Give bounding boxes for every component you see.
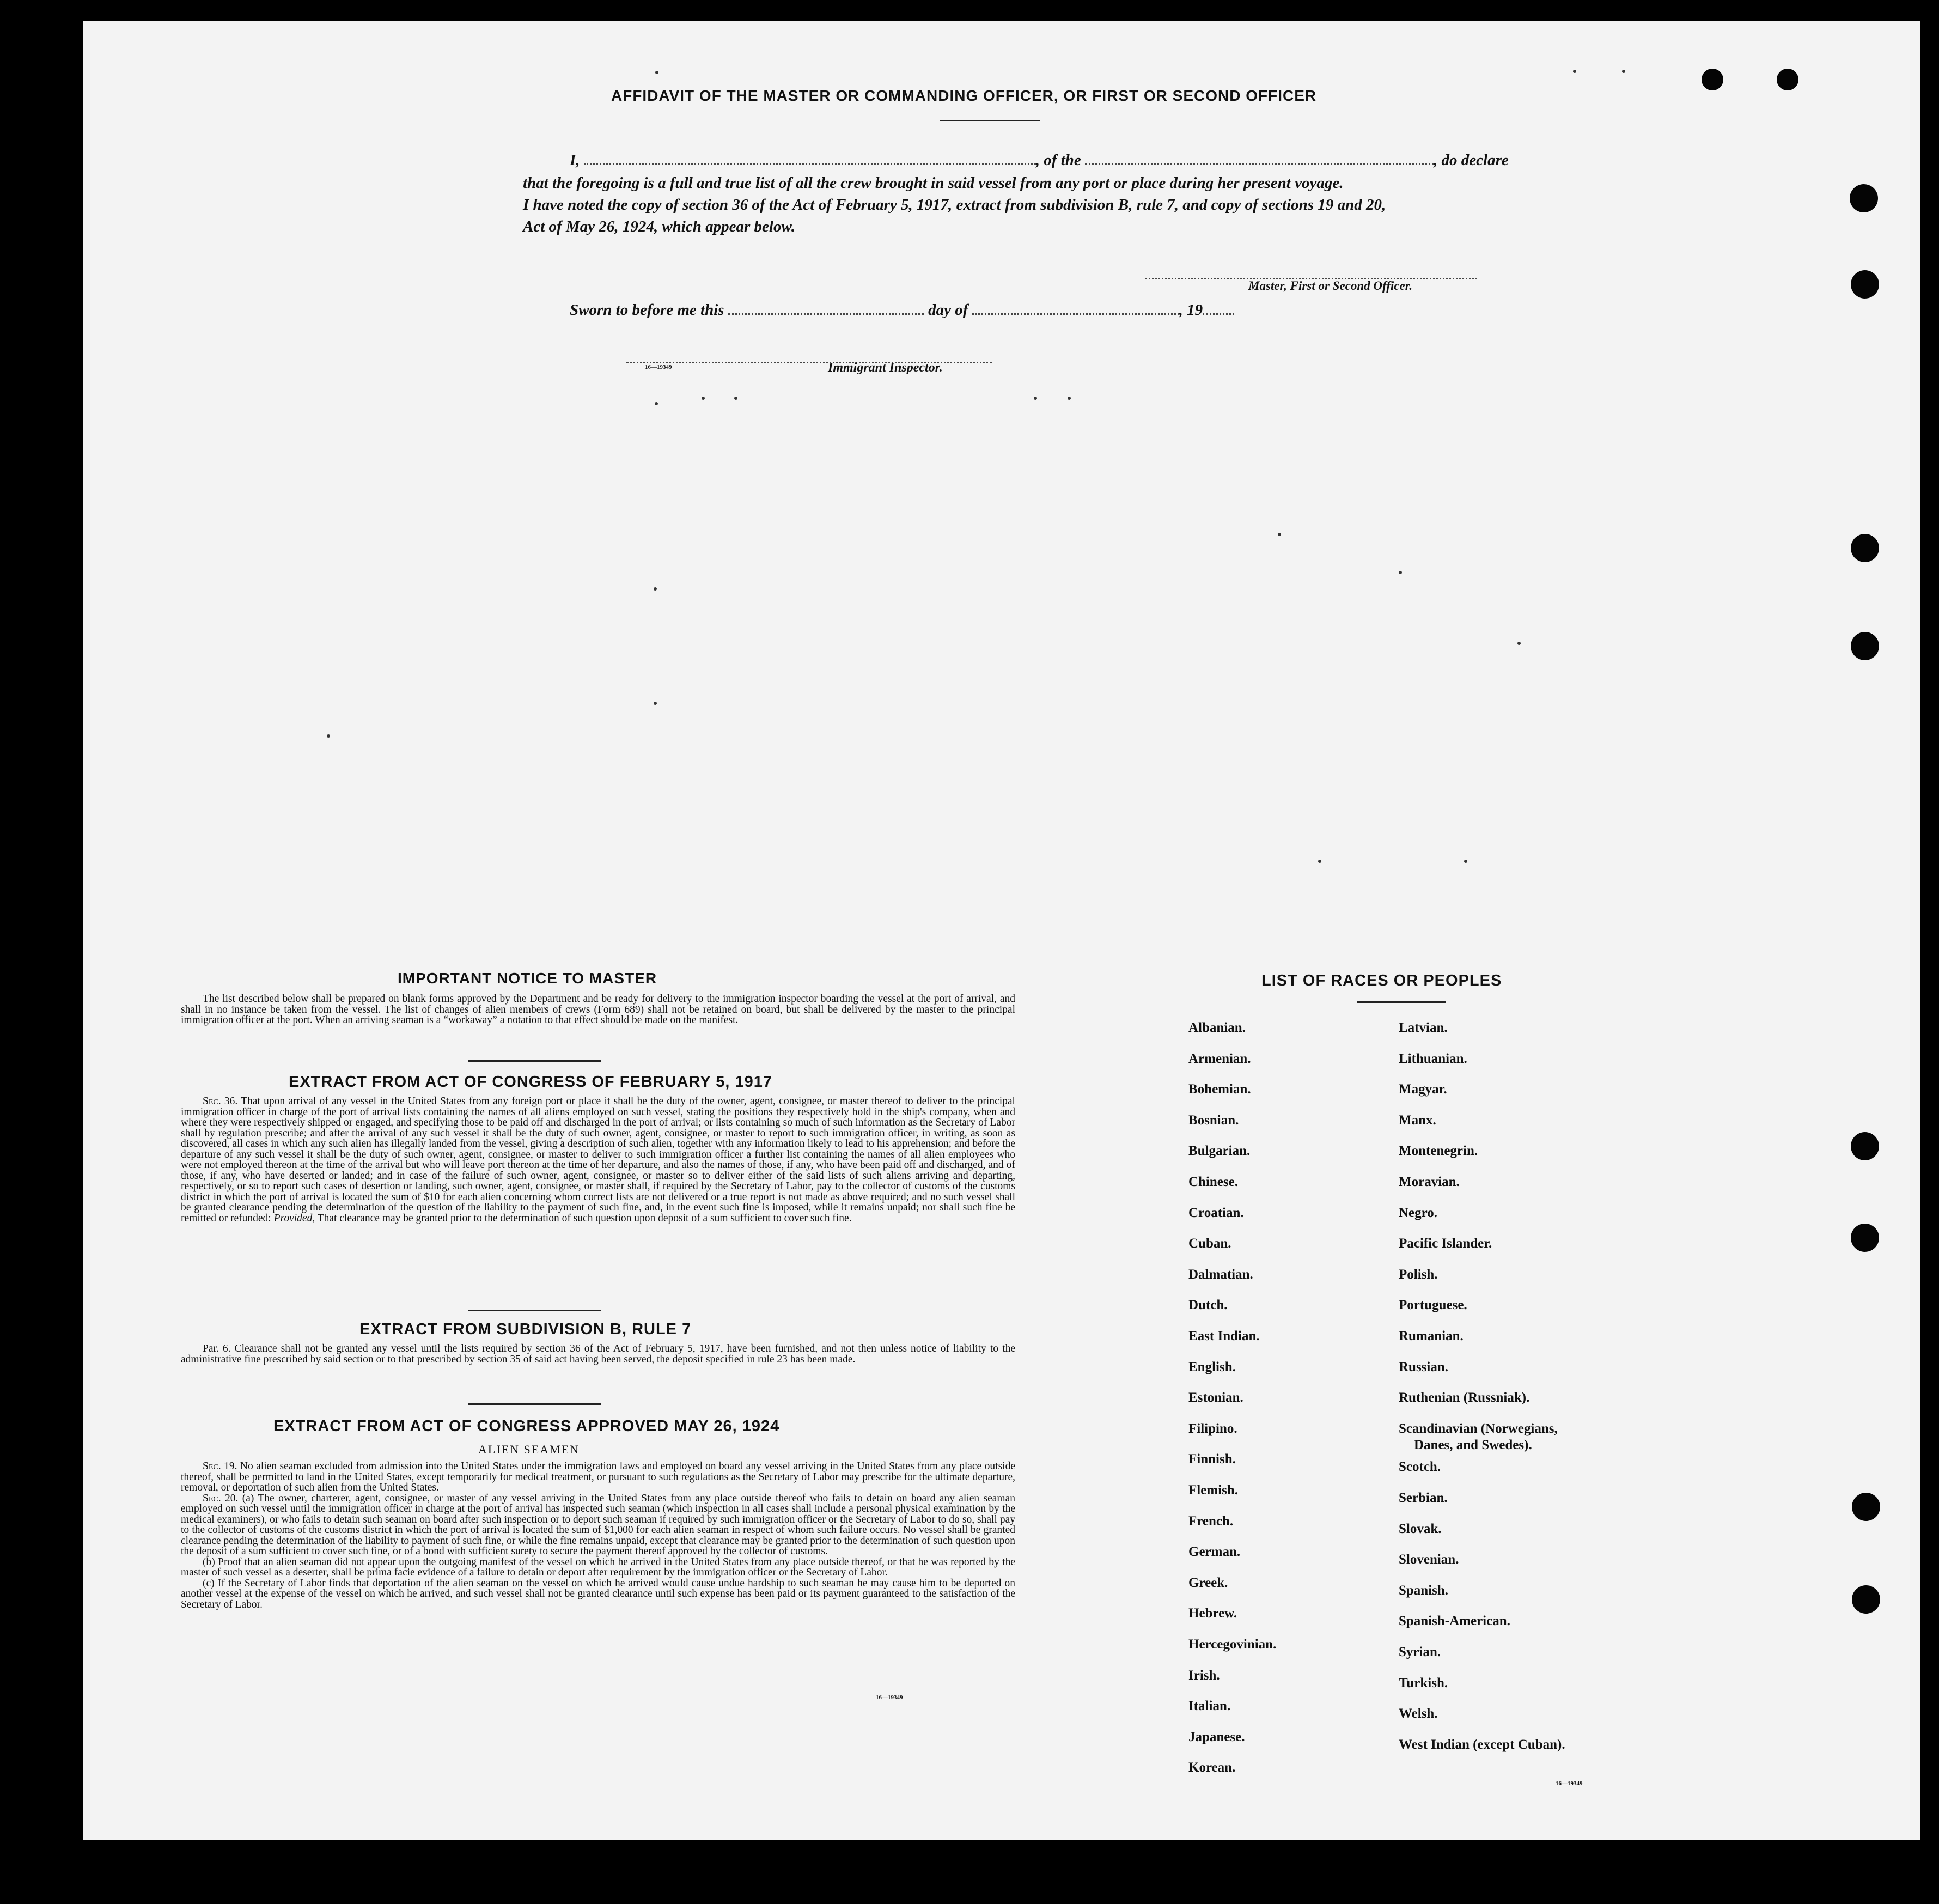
races-title: LIST OF RACES OR PEOPLES (1261, 972, 1502, 989)
scan-speck (734, 397, 737, 400)
race-item: Pacific Islander. (1399, 1236, 1492, 1251)
race-item: Greek. (1188, 1575, 1228, 1590)
race-item: Magyar. (1399, 1082, 1447, 1097)
race-item: Danes, and Swedes). (1414, 1438, 1532, 1452)
race-item: Slovenian. (1399, 1552, 1459, 1567)
race-item: Montenegrin. (1399, 1143, 1478, 1158)
day-of-label: day of (928, 301, 968, 319)
name-blank[interactable] (584, 151, 1036, 165)
form-number: 16—19349 (876, 1694, 903, 1701)
affidavit-line-4: Act of May 26, 1924, which appear below. (523, 218, 795, 235)
scan-speck (654, 702, 657, 705)
alien-seamen-subtitle: ALIEN SEAMEN (478, 1443, 580, 1456)
sec-19-text (181, 1461, 1015, 1493)
sec-20b-text: (b) Proof that an alien seaman did not appear upon the outgoing manifest of the vessel on which he arrived in the United States from any place outside thereof, or that he was reported by the master of such vessel as a deserter, shall be prima facie evidence of a failure to detain or deport after requirement by the immigration officer or the Secretary of Labor. (181, 1556, 1015, 1578)
provided-word: Provided, (273, 1212, 315, 1224)
scan-speck (327, 734, 330, 738)
affidavit-declare-label: , do declare (1434, 151, 1509, 169)
race-item: Polish. (1399, 1267, 1438, 1282)
binder-hole (1702, 69, 1723, 90)
sworn-year-blank[interactable] (1203, 301, 1234, 315)
binder-hole (1851, 1132, 1879, 1160)
binder-hole (1852, 1585, 1880, 1614)
divider (468, 1403, 601, 1405)
master-signature-label: Master, First or Second Officer. (1248, 279, 1413, 293)
scan-speck (1464, 860, 1467, 863)
binder-hole (1852, 1493, 1880, 1521)
divider (468, 1310, 601, 1311)
extract-rule7-title: EXTRACT FROM SUBDIVISION B, RULE 7 (359, 1321, 692, 1338)
divider (1357, 1001, 1446, 1003)
race-item: Scandinavian (Norwegians, (1399, 1421, 1558, 1436)
scan-speck (1318, 860, 1321, 863)
race-item: Estonian. (1188, 1390, 1243, 1405)
race-item: Negro. (1399, 1206, 1438, 1220)
affidavit-line-3: I have noted the copy of section 36 of the Act of February 5, 1917, extract from subdivision B, rule 7, and copy of sections 19 and 20, (523, 196, 1386, 214)
extract-rule7-text: Par. 6. Clearance shall not be granted any vessel until the lists required by section 36 of the Act of February 5, 1917, have been furnished, and not then unless notice of liability to the administrative fine prescribed by said section or to that prescribed by section 35 of said act having been served, the deposit specified in rule 23 has been made. (181, 1343, 1015, 1365)
binder-hole (1851, 632, 1879, 660)
race-item: Hercegovinian. (1188, 1637, 1277, 1652)
race-item: Manx. (1399, 1113, 1436, 1128)
race-item: West Indian (except Cuban). (1399, 1737, 1565, 1752)
year-prefix: , 19 (1179, 301, 1203, 319)
scan-speck (655, 402, 658, 405)
binder-hole (1850, 184, 1878, 212)
race-item: Latvian. (1399, 1020, 1448, 1035)
race-item: Irish. (1188, 1668, 1220, 1683)
scan-speck (702, 397, 705, 400)
race-item: French. (1188, 1514, 1234, 1529)
sec-36-end: That clearance may be granted prior to the determination of such question upon deposit of a sum sufficient to cover such fine. (317, 1212, 852, 1224)
binder-hole (1851, 534, 1879, 562)
binder-hole (1851, 270, 1879, 299)
document-page (83, 21, 1920, 1840)
race-item: Moravian. (1399, 1175, 1460, 1189)
scan-speck (654, 587, 657, 591)
race-item: Dutch. (1188, 1298, 1228, 1312)
form-number: 16—19349 (1556, 1780, 1583, 1787)
affidavit-title: AFFIDAVIT OF THE MASTER OR COMMANDING OFFICER, OR FIRST OR SECOND OFFICER (611, 87, 1317, 104)
race-item: Portuguese. (1399, 1298, 1467, 1312)
race-item: Russian. (1399, 1360, 1449, 1374)
race-item: Lithuanian. (1399, 1051, 1467, 1066)
sec-36-body: That upon arrival of any vessel in the United States from any foreign port or place it shall be the duty of the owner, agent, consignee, or master thereof to deliver to the principal immigration officer in charge of the port of arrival lists containing the names of all aliens employed on such vessel, stating the positions they respectively hold in the ship's company, when and where they were respectively shipped or engaged, and specifying those to be paid off and discharged in the port of arrival; or lists containing so much of such information as the Secretary of Labor shall by regulation prescribe; and after the arrival of any such vessel it shall be the duty of such owner, agent, consignee, or master to report to such immigration officer, in writing, as soon as discovered, all cases in which any such alien has illegally landed from the vessel, giving a description of such alien, together with any information likely to lead to his apprehension; and before the departure of any such vessel it shall be the duty of such owner, agent, consignee, or master to deliver to such immigration officer a further list containing the names of all alien employees who were not employed thereon at the time of the arrival but who will leave port thereon at the time of her departure, and also the names of those, if any, who have been paid off and discharged, and of those, if any, who have deserted or landed; and in case of the failure of such owner, agent, consignee, or master so to deliver either of the said lists of such aliens arriving and departing, respectively, or so to report such cases of desertion or landing, such owner, agent, consignee, or master shall, if required by the Secretary of Labor, pay to the collector of customs of the customs district in which the port of arrival is located the sum of $10 for each alien concerning whom correct lists are not delivered or a true report is not made as above required; and no such vessel shall be granted clearance pending the determination of the question of the liability to the payment of such fine, and, in the event such fine is imposed, while it remains unpaid; nor shall such fine be remitted or refunded: (181, 1096, 1015, 1224)
race-item: Dalmatian. (1188, 1267, 1253, 1282)
affidavit-i-label: I, (570, 151, 580, 169)
scan-speck (1034, 397, 1037, 400)
race-item: Hebrew. (1188, 1606, 1237, 1621)
divider (940, 120, 1040, 121)
race-item: Italian. (1188, 1699, 1231, 1713)
race-item: Bohemian. (1188, 1082, 1251, 1097)
race-item: Croatian. (1188, 1206, 1244, 1220)
race-item: English. (1188, 1360, 1236, 1374)
scan-speck (1573, 70, 1576, 73)
divider (468, 1060, 601, 1062)
inspector-label: Immigrant Inspector. (828, 361, 943, 375)
race-item: German. (1188, 1544, 1241, 1559)
binder-hole (1851, 1224, 1879, 1252)
scan-speck (1068, 397, 1071, 400)
sec-19-label: Sec. 19. (203, 1461, 237, 1472)
scan-speck (1517, 642, 1521, 645)
race-item: Korean. (1188, 1760, 1236, 1775)
extract-1917-text (181, 1096, 1015, 1224)
notice-text: The list described below shall be prepared on blank forms approved by the Department and be ready for delivery to the immigration inspector boarding the vessel at the port of arrival, and shall in no instance be taken from the vessel. The list of changes of alien members of crews (Form 689) shall not be retained on board, but shall be delivered by the master to the principal immigration officer at the port. When an arriving seaman is a “workaway” a notation to that effect should be made on the manifest. (181, 993, 1015, 1026)
race-item: Serbian. (1399, 1491, 1448, 1505)
sec-20a-body: (a) The owner, charterer, agent, consignee, or master of any vessel arriving in the United States from any place outside thereof who fails to detain on board any alien seaman employed on such vessel until the immigration officer in charge at the port of arrival has inspected such seaman (which inspection in all cases shall include a personal physical examination by the medical examiners), or who fails to detain such seaman on board after such inspection or to deport such seaman if required by such immigration officer or the Secretary of Labor to do so, shall pay to the collector of customs of the customs district in which the port of arrival is located the sum of $1,000 for each alien seaman in respect of whom such failure occurs. No vessel shall be granted clearance pending the determination of the liability to payment of such fine, or while the fine remains unpaid, except that clearance may be granted prior to the determination of such question upon the deposit of a sum sufficient to cover such fine, or of a bond with sufficient surety to secure the payment thereof approved by the collector of customs. (181, 1492, 1015, 1557)
sec-20-label: Sec. 20. (203, 1492, 239, 1504)
race-item: Rumanian. (1399, 1329, 1464, 1343)
race-item: Albanian. (1188, 1020, 1246, 1035)
notice-title: IMPORTANT NOTICE TO MASTER (398, 970, 657, 987)
affidavit-line-1 (523, 151, 1509, 169)
race-item: Finnish. (1188, 1452, 1236, 1467)
sec-20c-text: (c) If the Secretary of Labor finds that deportation of the alien seaman on the vessel on which he arrived would cause undue hardship to such seaman he may cause him to be deported on another vessel at the expense of the vessel on which he arrived, and such vessel shall not be granted clearance until such expense has been paid or its payment guaranteed to the satisfaction of the Secretary of Labor. (181, 1577, 1015, 1610)
race-item: Armenian. (1188, 1051, 1251, 1066)
race-item: Spanish-American. (1399, 1614, 1510, 1628)
race-item: Scotch. (1399, 1459, 1441, 1474)
race-item: Bulgarian. (1188, 1143, 1251, 1158)
race-item: Ruthenian (Russniak). (1399, 1390, 1530, 1405)
master-signature-blank[interactable] (1145, 266, 1477, 279)
sec-36-label: Sec. 36. (203, 1096, 238, 1107)
race-item: Japanese. (1188, 1730, 1245, 1744)
race-item: Chinese. (1188, 1175, 1238, 1189)
affidavit-of-the-label: , of the (1035, 151, 1081, 169)
scan-speck (1622, 70, 1625, 73)
race-item: Turkish. (1399, 1676, 1448, 1690)
form-number: 16—19349 (645, 364, 672, 370)
race-item: East Indian. (1188, 1329, 1260, 1343)
race-item: Syrian. (1399, 1645, 1441, 1659)
vessel-blank[interactable] (1085, 151, 1434, 165)
sec-20a-text (181, 1493, 1015, 1557)
scan-speck (1399, 571, 1402, 574)
race-item: Spanish. (1399, 1583, 1449, 1598)
scan-speck (655, 71, 658, 74)
sworn-line (523, 301, 1234, 319)
race-item: Welsh. (1399, 1706, 1438, 1721)
race-item: Flemish. (1188, 1483, 1238, 1498)
affidavit-line-2: that the foregoing is a full and true list of all the crew brought in said vessel from any port or place during her present voyage. (523, 174, 1344, 192)
sworn-day-blank[interactable] (728, 301, 924, 315)
sec-19-body: No alien seaman excluded from admission into the United States under the immigration laws and employed on board any vessel arriving in the United States from any place outside thereof, shall be permitted to land in the United States, except temporarily for medical treatment, or pursuant to such regulations as the Secretary of Labor may prescribe for the ultimate departure, removal, or deportation of such alien from the United States. (181, 1461, 1015, 1493)
extract-1917-title: EXTRACT FROM ACT OF CONGRESS OF FEBRUARY 5, 1917 (289, 1073, 773, 1091)
scan-speck (1278, 533, 1281, 536)
extract-1924-title: EXTRACT FROM ACT OF CONGRESS APPROVED MAY 26, 1924 (273, 1418, 780, 1435)
race-item: Cuban. (1188, 1236, 1231, 1251)
race-item: Filipino. (1188, 1421, 1237, 1436)
binder-hole (1777, 69, 1798, 90)
race-item: Slovak. (1399, 1522, 1442, 1536)
extract-1924-body (181, 1461, 1015, 1610)
sworn-text: Sworn to before me this (570, 301, 724, 319)
race-item: Bosnian. (1188, 1113, 1239, 1128)
sworn-month-blank[interactable] (972, 301, 1179, 315)
